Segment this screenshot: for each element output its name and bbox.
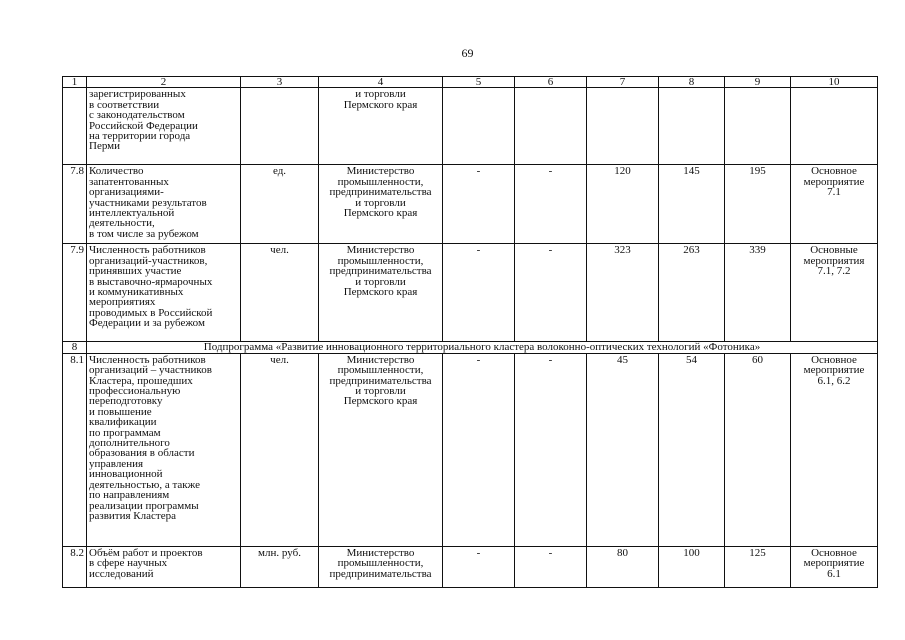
column-header: 10 (791, 77, 878, 88)
value-cell: 60 (725, 353, 791, 546)
value-cell: 323 (587, 244, 659, 342)
value-cell: 45 (587, 353, 659, 546)
value-cell (659, 88, 725, 165)
table-row (63, 244, 878, 342)
column-header: 3 (241, 77, 319, 88)
value-cell: - (443, 353, 515, 546)
column-header: 4 (319, 77, 443, 88)
value-cell: 80 (587, 546, 659, 587)
value-cell: 54 (659, 353, 725, 546)
value-cell: - (443, 244, 515, 342)
page-number: 69 (461, 46, 474, 60)
responsible-cell: Министерство промышленности, предпринимательства и торговли Пермского края (319, 244, 443, 342)
unit-cell (241, 88, 319, 165)
event-cell: Основное мероприятие 7.1 (791, 165, 878, 244)
column-header: 9 (725, 77, 791, 88)
column-header: 1 (63, 77, 87, 88)
section-title: Подпрограмма «Развитие инновационного территориального кластера волоконно-оптических технологий «Фотоника» (87, 342, 878, 353)
section-row (63, 342, 878, 353)
table-header-row (63, 77, 878, 88)
table-row (63, 165, 878, 244)
unit-cell: ед. (241, 165, 319, 244)
unit-cell: чел. (241, 353, 319, 546)
value-cell: - (515, 165, 587, 244)
row-number: 8.2 (63, 546, 87, 587)
value-cell (443, 88, 515, 165)
unit-cell: чел. (241, 244, 319, 342)
value-cell: 195 (725, 165, 791, 244)
row-number: 7.9 (63, 244, 87, 342)
event-cell: Основные мероприятия 7.1, 7.2 (791, 244, 878, 342)
responsible-cell: и торговли Пермского края (319, 88, 443, 165)
row-number: 7.8 (63, 165, 87, 244)
value-cell (725, 88, 791, 165)
value-cell: - (443, 546, 515, 587)
section-number: 8 (63, 342, 87, 353)
event-cell: Основное мероприятие 6.1 (791, 546, 878, 587)
table-row (63, 546, 878, 587)
value-cell: - (515, 546, 587, 587)
indicator-name: зарегистрированных в соответствии с законодательством Российской Федерации на территории города Перми (87, 88, 241, 165)
indicators-table (62, 76, 878, 588)
responsible-cell: Министерство промышленности, предпринимательства и торговли Пермского края (319, 165, 443, 244)
value-cell: 120 (587, 165, 659, 244)
indicator-name: Численность работников организаций – участников Кластера, прошедших профессиональную переподготовку и повышение квалификации по программам дополнительного образования в области управления инновационной деятельностью, а также по направлениям реализации программы развития Кластера (87, 353, 241, 546)
column-header: 8 (659, 77, 725, 88)
column-header: 5 (443, 77, 515, 88)
table-row (63, 88, 878, 165)
value-cell: - (443, 165, 515, 244)
table-row (63, 353, 878, 546)
value-cell: - (515, 353, 587, 546)
event-cell (791, 88, 878, 165)
responsible-cell: Министерство промышленности, предпринимательства (319, 546, 443, 587)
column-header: 2 (87, 77, 241, 88)
responsible-cell: Министерство промышленности, предпринимательства и торговли Пермского края (319, 353, 443, 546)
row-number: 8.1 (63, 353, 87, 546)
value-cell: 125 (725, 546, 791, 587)
value-cell: 339 (725, 244, 791, 342)
indicator-name: Объём работ и проектов в сфере научных исследований (87, 546, 241, 587)
row-number (63, 88, 87, 165)
value-cell: - (515, 244, 587, 342)
value-cell: 100 (659, 546, 725, 587)
value-cell (587, 88, 659, 165)
event-cell: Основное мероприятие 6.1, 6.2 (791, 353, 878, 546)
unit-cell: млн. руб. (241, 546, 319, 587)
indicator-name: Численность работников организаций-участников, принявших участие в выставочно-ярмарочных и коммуникативных мероприятиях проводимых в Российской Федерации и за рубежом (87, 244, 241, 342)
column-header: 7 (587, 77, 659, 88)
indicator-name: Количество запатентованных организациями- участниками результатов интеллектуальной деятельности, в том числе за рубежом (87, 165, 241, 244)
value-cell: 263 (659, 244, 725, 342)
column-header: 6 (515, 77, 587, 88)
value-cell: 145 (659, 165, 725, 244)
value-cell (515, 88, 587, 165)
